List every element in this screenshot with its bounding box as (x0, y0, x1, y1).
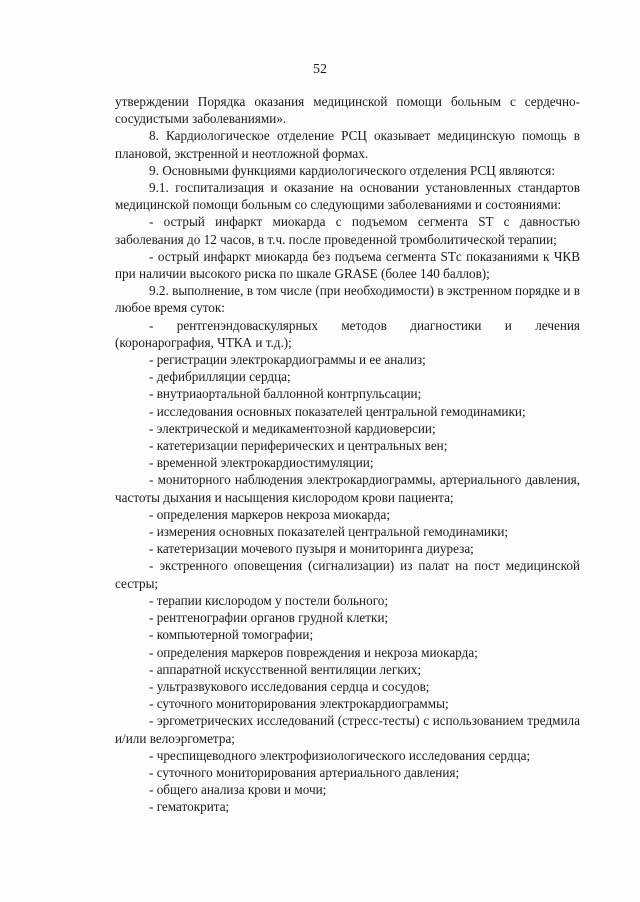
paragraph: - определения маркеров повреждения и некроза миокарда; (149, 644, 478, 660)
paragraph: - компьютерной томографии; (149, 627, 314, 643)
paragraph: - экстренного оповещения (сигнализации) из палат на пост медицинской сестры; (115, 558, 580, 591)
document-body (115, 93, 580, 816)
paragraph: - терапии кислородом у постели больного; (149, 592, 389, 608)
paragraph: - определения маркеров некроза миокарда; (149, 506, 390, 522)
paragraph: - катетеризации мочевого пузыря и мониторинга диуреза; (149, 541, 474, 557)
paragraph-continuation: утверждении Порядка оказания медицинской помощи больным с сердечно-сосудистыми заболеваниями». (115, 94, 580, 127)
paragraph: - чреспищеводного электрофизиологического исследования сердца; (149, 747, 531, 763)
paragraph: - регистрации электрокардиограммы и ее анализ; (149, 352, 426, 368)
paragraph: 9. Основными функциями кардиологического отделения РСЦ являются: (149, 162, 556, 178)
paragraph: - временной электрокардиостимуляции; (149, 455, 374, 471)
paragraph: - электрической и медикаментозной кардиоверсии; (149, 420, 436, 436)
paragraph: - суточного мониторирования электрокардиограммы; (149, 696, 449, 712)
paragraph: - мониторного наблюдения электрокардиограммы, артериального давления, частоты дыхания и насыщения кислородом крови пациента; (115, 472, 580, 505)
paragraph: - измерения основных показателей центральной гемодинамики; (149, 524, 509, 540)
paragraph: - эргометрических исследований (стресс-тесты) с использованием тредмила и/или велоэргометра; (115, 713, 580, 746)
paragraph: - катетеризации периферических и центральных вен; (149, 438, 448, 454)
page-number: 52 (313, 62, 327, 77)
paragraph: - исследования основных показателей центральной гемодинамики; (149, 403, 526, 419)
paragraph: - аппаратной искусственной вентиляции легких; (149, 661, 422, 677)
paragraph: - суточного мониторирования артериального давления; (149, 764, 460, 780)
paragraph: - рентгенэндоваскулярных методов диагностики и лечения (коронарография, ЧТКА и т.д.); (115, 317, 580, 350)
paragraph: - острый инфаркт миокарда без подъема сегмента STс показаниями к ЧКВ при наличии высокого риска по шкале GRASE (более 140 баллов); (115, 248, 580, 282)
paragraph: - дефибрилляции сердца; (149, 369, 291, 385)
paragraph: - острый инфаркт миокарда с подъемом сегмента ST с давностью заболевания до 12 часов, в т.ч. после проведенной тромболитической терапии; (115, 214, 580, 247)
paragraph: 8. Кардиологическое отделение РСЦ оказывает медицинскую помощь в плановой, экстренной и неотложной формах. (115, 128, 580, 161)
paragraph: - ультразвукового исследования сердца и сосудов; (149, 678, 430, 694)
paragraph: - общего анализа крови и мочи; (149, 782, 327, 798)
paragraph: 9.1. госпитализация и оказание на основании установленных стандартов медицинской помощи больным со следующими заболеваниями и состояниями: (115, 180, 580, 213)
paragraph: - гематокрита; (149, 799, 230, 815)
paragraph: - внутриаортальной баллонной контрпульсации; (149, 386, 422, 402)
paragraph: 9.2. выполнение, в том числе (при необходимости) в экстренном порядке и в любое время суток: (115, 283, 580, 316)
paragraph: - рентгенографии органов грудной клетки; (149, 610, 389, 626)
